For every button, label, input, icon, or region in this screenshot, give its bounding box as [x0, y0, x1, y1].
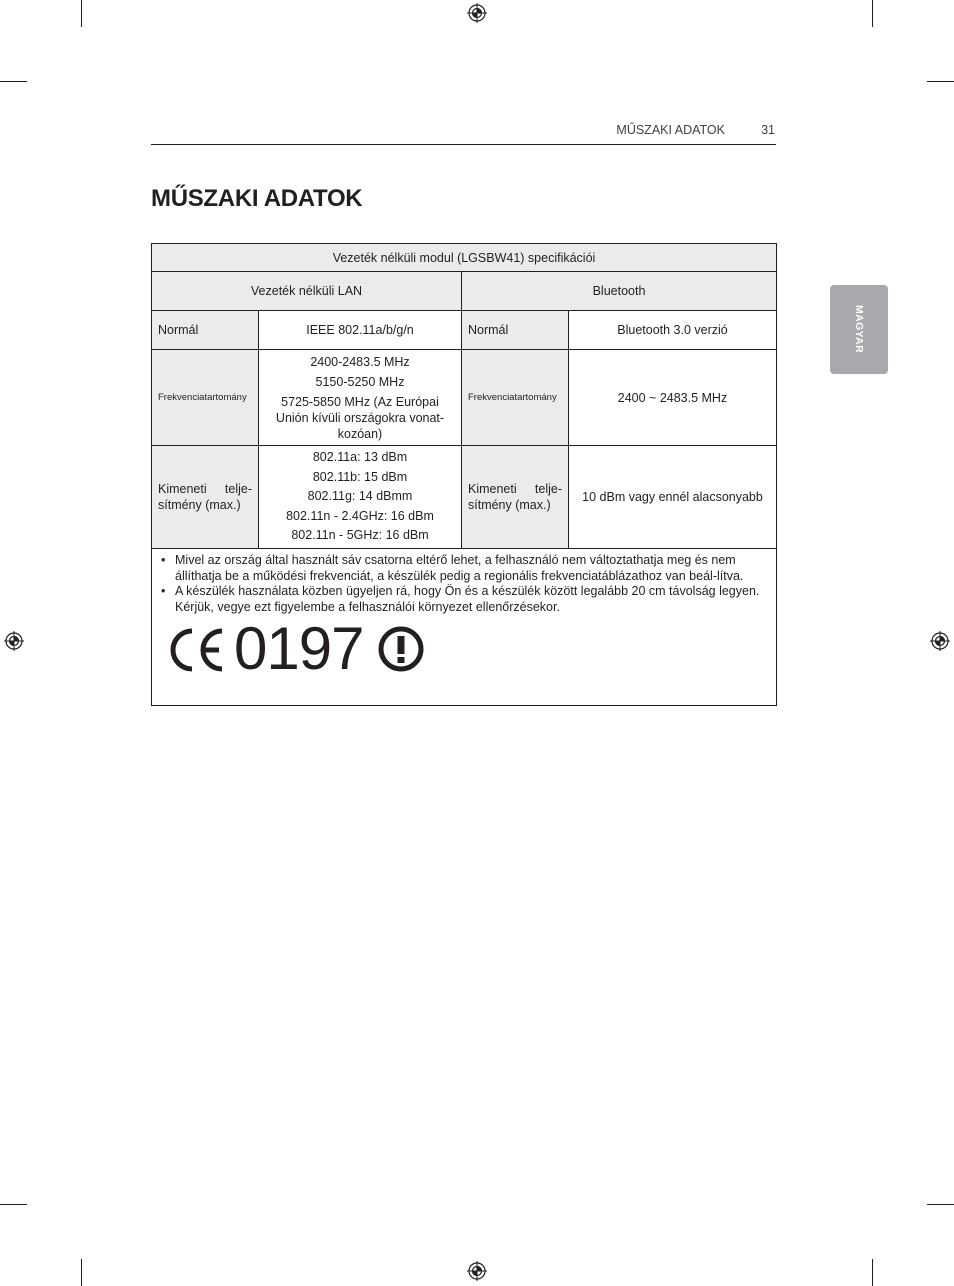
language-tab-label: MAGYAR — [853, 304, 865, 354]
alert-icon — [378, 626, 424, 672]
bullet: • — [161, 553, 166, 567]
group-header-bluetooth: Bluetooth — [462, 272, 777, 311]
ce-marking — [160, 615, 768, 697]
row-label-output-line: sítmény (max.) — [158, 498, 241, 512]
language-tab — [830, 285, 888, 374]
crop-mark — [872, 1259, 873, 1286]
wlan-frequency-line: 2400-2483.5 MHz — [310, 355, 410, 369]
page-title: MŰSZAKI ADATOK — [151, 185, 363, 212]
wlan-frequency-line: 5725-5850 MHz (Az Európai Unión kívüli országokra vonat-kozóan) — [275, 395, 445, 441]
wlan-output-line: 802.11n - 5GHz: 16 dBm — [291, 528, 429, 543]
registration-mark-icon — [930, 631, 950, 651]
notes-cell — [152, 549, 777, 706]
row-label-output-line: Kimeneti telje- — [158, 482, 252, 496]
wlan-frequency-value — [259, 350, 462, 446]
row-label-output-power — [152, 446, 259, 549]
spec-table — [151, 243, 777, 706]
wlan-output-line: 802.11b: 15 dBm — [312, 469, 408, 484]
running-header-title: MŰSZAKI ADATOK — [616, 123, 725, 137]
notified-body-number: 0197 — [234, 615, 364, 682]
row-label-frequency: Frekvenciatartomány — [152, 350, 259, 446]
table-caption: Vezeték nélküli modul (LGSBW41) specifikációi — [152, 244, 777, 272]
bt-frequency-value: 2400 ~ 2483.5 MHz — [569, 350, 777, 446]
row-label-output-power — [462, 446, 569, 549]
crop-mark — [872, 0, 873, 27]
wlan-output-line: 802.11g: 14 dBmm — [307, 489, 413, 504]
wlan-output-line: 802.11n - 2.4GHz: 16 dBm — [286, 508, 434, 523]
crop-mark — [927, 1204, 954, 1205]
table-group-header-row — [152, 272, 777, 311]
note-text: A készülék használata közben ügyeljen rá, hogy Ön és a készülék között legalább 20 cm távolság legyen. Kérjük, vegye ezt figyelembe a felhasználói környezet ellenőrzésekor. — [175, 584, 760, 614]
bullet: • — [161, 584, 166, 598]
row-label-frequency: Frekvenciatartomány — [462, 350, 569, 446]
row-label-output-line: sítmény (max.) — [468, 498, 551, 512]
note-text: Mivel az ország által használt sáv csatorna eltérő lehet, a felhasználó nem változtathatja meg és nem állíthatja be a működési frekvenciát, a készülék pedig a regionális frekvenciatáblázathoz van beál-lítva. — [175, 553, 744, 583]
row-label-standard: Normál — [152, 311, 259, 350]
row-label-output-line: Kimeneti telje- — [468, 482, 562, 496]
registration-mark-icon — [467, 3, 487, 23]
registration-mark-icon — [467, 1261, 487, 1281]
table-row — [152, 350, 777, 446]
ce-mark-icon — [163, 626, 227, 674]
crop-mark — [927, 81, 954, 82]
row-label-standard: Normál — [462, 311, 569, 350]
header-divider — [151, 144, 776, 145]
crop-mark — [81, 0, 82, 27]
wlan-output-value — [259, 446, 462, 549]
wlan-output-line: 802.11a: 13 dBm — [312, 450, 408, 465]
bt-standard-value: Bluetooth 3.0 verzió — [569, 311, 777, 350]
table-caption-row — [152, 244, 777, 272]
note-item — [160, 584, 768, 615]
crop-mark — [0, 1204, 27, 1205]
registration-mark-icon — [4, 631, 24, 651]
wlan-standard-value: IEEE 802.11a/b/g/n — [259, 311, 462, 350]
group-header-wlan: Vezeték nélküli LAN — [152, 272, 462, 311]
wlan-frequency-line: 5150-5250 MHz — [315, 374, 405, 389]
table-row — [152, 311, 777, 350]
crop-mark — [0, 81, 27, 82]
table-row — [152, 446, 777, 549]
note-item — [160, 553, 768, 584]
page-number: 31 — [761, 123, 775, 137]
table-notes-row — [152, 549, 777, 706]
crop-mark — [81, 1259, 82, 1286]
bt-output-value: 10 dBm vagy ennél alacsonyabb — [569, 446, 777, 549]
